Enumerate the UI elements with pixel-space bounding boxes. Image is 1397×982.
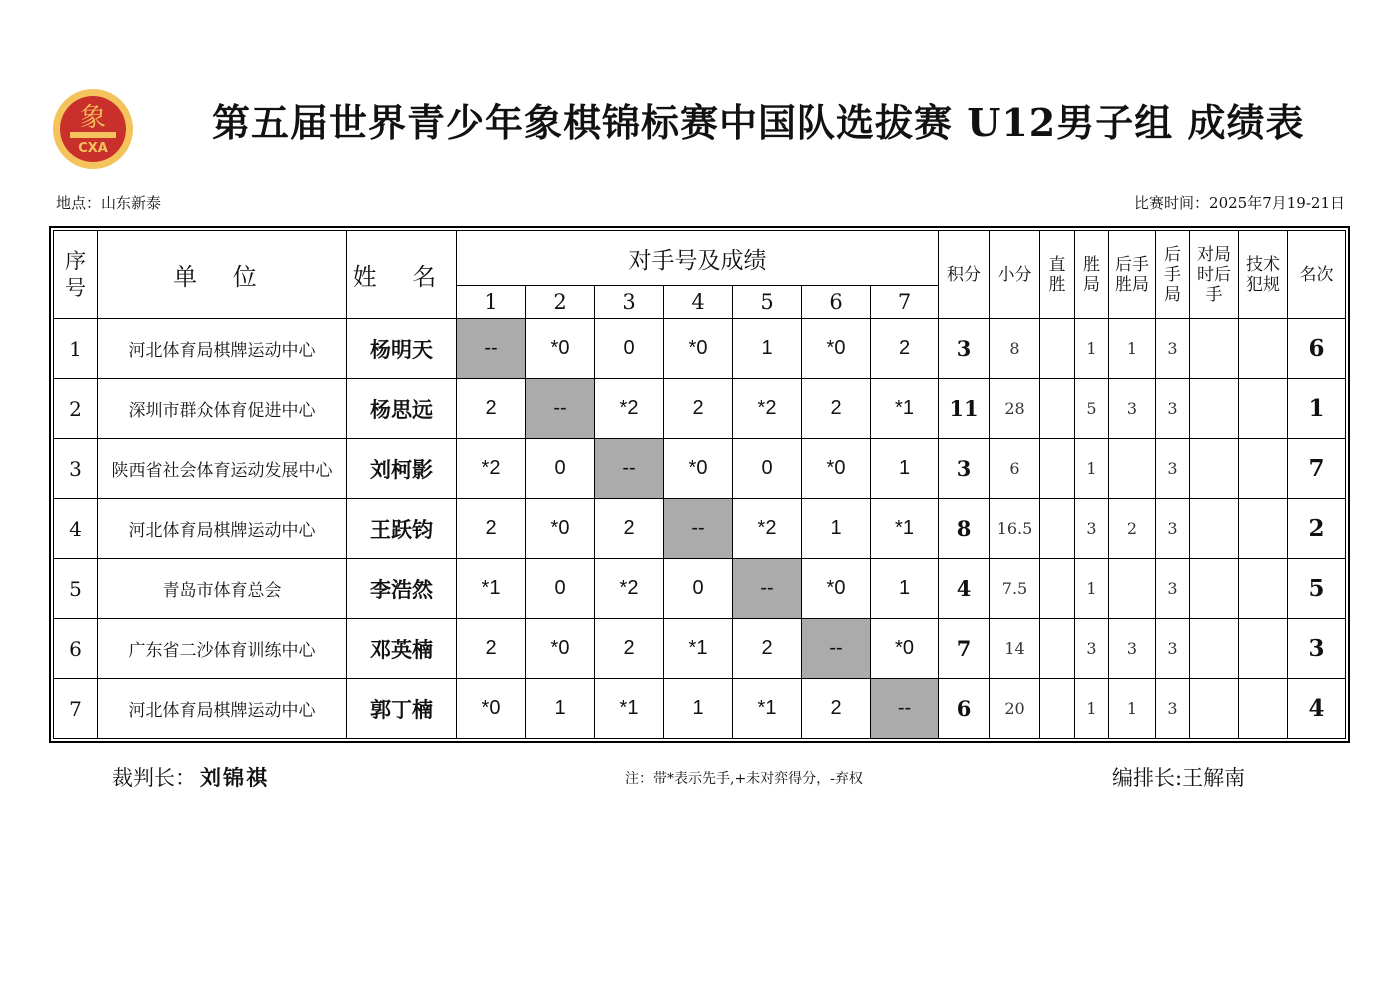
cell-black-games: 3 — [1156, 439, 1190, 499]
header-tiebreak: 小分 — [990, 231, 1040, 319]
cell-result: *1 — [871, 499, 939, 559]
cell-tiebreak: 20 — [990, 679, 1040, 739]
round-number: 6 — [802, 286, 871, 319]
cell-black-wins — [1109, 439, 1156, 499]
cell-wins: 1 — [1075, 319, 1109, 379]
cell-black-wins: 3 — [1109, 379, 1156, 439]
cell-black-games: 3 — [1156, 499, 1190, 559]
cell-name: 杨思远 — [347, 379, 457, 439]
cell-result: *0 — [526, 619, 595, 679]
cell-tiebreak: 16.5 — [990, 499, 1040, 559]
cell-direct — [1040, 619, 1075, 679]
cell-direct — [1040, 439, 1075, 499]
cell-unit: 广东省二沙体育训练中心 — [98, 619, 347, 679]
cell-score: 3 — [939, 439, 990, 499]
table-row — [54, 559, 1346, 619]
cell-result: -- — [802, 619, 871, 679]
cell-wins: 3 — [1075, 499, 1109, 559]
header-wins: 胜 局 — [1075, 231, 1109, 319]
cell-result: 0 — [595, 319, 664, 379]
legend-note: 注：带*表示先手,+未对弈得分，-弃权 — [625, 771, 863, 787]
cell-wins: 1 — [1075, 439, 1109, 499]
cell-result: -- — [733, 559, 802, 619]
cell-result: *1 — [871, 379, 939, 439]
cell-result: 1 — [871, 559, 939, 619]
header-direct: 直 胜 — [1040, 231, 1075, 319]
round-number: 5 — [733, 286, 802, 319]
cell-tech-foul — [1239, 679, 1288, 739]
round-number: 7 — [871, 286, 939, 319]
referee — [112, 762, 269, 792]
cell-black-wins: 1 — [1109, 679, 1156, 739]
cell-result: *0 — [871, 619, 939, 679]
cell-game-order — [1190, 679, 1239, 739]
cell-unit: 河北体育局棋牌运动中心 — [98, 499, 347, 559]
cell-score: 4 — [939, 559, 990, 619]
logo-text: CXA — [78, 141, 108, 156]
cell-unit: 深圳市群众体育促进中心 — [98, 379, 347, 439]
cell-result: *0 — [457, 679, 526, 739]
cell-result: 2 — [457, 619, 526, 679]
cell-result: 1 — [871, 439, 939, 499]
cell-game-order — [1190, 379, 1239, 439]
cell-black-wins: 3 — [1109, 619, 1156, 679]
results-table — [53, 230, 1346, 739]
cell-seq: 1 — [54, 319, 98, 379]
table-row — [54, 439, 1346, 499]
results-table-frame — [49, 226, 1350, 743]
cell-tiebreak: 6 — [990, 439, 1040, 499]
table-row — [54, 679, 1346, 739]
cell-result: 1 — [526, 679, 595, 739]
cell-result: -- — [526, 379, 595, 439]
cell-game-order — [1190, 619, 1239, 679]
cell-result: *0 — [802, 319, 871, 379]
cell-result: *0 — [664, 439, 733, 499]
cell-result: -- — [664, 499, 733, 559]
cell-result: 2 — [802, 379, 871, 439]
cell-result: 2 — [595, 499, 664, 559]
table-row — [54, 319, 1346, 379]
cell-seq: 6 — [54, 619, 98, 679]
cell-result: -- — [457, 319, 526, 379]
referee-name: 刘锦祺 — [200, 765, 269, 790]
cell-name: 杨明天 — [347, 319, 457, 379]
cell-result: -- — [595, 439, 664, 499]
cell-name: 刘柯影 — [347, 439, 457, 499]
cell-result: *0 — [526, 499, 595, 559]
table-row — [54, 619, 1346, 679]
cell-name: 王跃钧 — [347, 499, 457, 559]
cell-game-order — [1190, 559, 1239, 619]
cell-score: 11 — [939, 379, 990, 439]
cell-name: 邓英楠 — [347, 619, 457, 679]
cell-score: 8 — [939, 499, 990, 559]
cell-rank: 6 — [1288, 319, 1346, 379]
header-opponents: 对手号及成绩 — [457, 231, 939, 286]
header-tech-foul: 技术 犯规 — [1239, 231, 1288, 319]
cell-result: *0 — [802, 559, 871, 619]
cell-name: 郭丁楠 — [347, 679, 457, 739]
cell-game-order — [1190, 319, 1239, 379]
cell-result: 0 — [526, 439, 595, 499]
cell-tiebreak: 28 — [990, 379, 1040, 439]
cell-rank: 7 — [1288, 439, 1346, 499]
cell-black-games: 3 — [1156, 319, 1190, 379]
cell-rank: 4 — [1288, 679, 1346, 739]
cell-seq: 7 — [54, 679, 98, 739]
cell-result: *2 — [733, 499, 802, 559]
table-row — [54, 379, 1346, 439]
header-rank: 名次 — [1288, 231, 1346, 319]
cell-result: *2 — [595, 559, 664, 619]
cell-rank: 3 — [1288, 619, 1346, 679]
cell-tech-foul — [1239, 619, 1288, 679]
cell-result: 2 — [457, 499, 526, 559]
cell-result: *1 — [595, 679, 664, 739]
cell-result: 2 — [871, 319, 939, 379]
cell-result: 0 — [733, 439, 802, 499]
cxa-logo — [52, 88, 134, 170]
cell-result: *0 — [802, 439, 871, 499]
cell-result: 2 — [664, 379, 733, 439]
cell-score: 6 — [939, 679, 990, 739]
cell-result: *1 — [733, 679, 802, 739]
cell-name: 李浩然 — [347, 559, 457, 619]
cell-result: 1 — [664, 679, 733, 739]
cell-unit: 陕西省社会体育运动发展中心 — [98, 439, 347, 499]
cell-result: *2 — [457, 439, 526, 499]
round-number: 2 — [526, 286, 595, 319]
round-number: 4 — [664, 286, 733, 319]
cell-result: *0 — [664, 319, 733, 379]
cell-result: 2 — [802, 679, 871, 739]
cell-score: 3 — [939, 319, 990, 379]
cell-seq: 4 — [54, 499, 98, 559]
header-black-games: 后 手 局 — [1156, 231, 1190, 319]
date-text: 比赛时间：2025年7月19-21日 — [1134, 194, 1345, 212]
cell-result: 2 — [457, 379, 526, 439]
cell-result: *2 — [733, 379, 802, 439]
cell-direct — [1040, 559, 1075, 619]
cell-tiebreak: 8 — [990, 319, 1040, 379]
cell-unit: 青岛市体育总会 — [98, 559, 347, 619]
cell-tiebreak: 14 — [990, 619, 1040, 679]
cell-wins: 5 — [1075, 379, 1109, 439]
header-game-order: 对局 时后 手 — [1190, 231, 1239, 319]
cell-black-games: 3 — [1156, 679, 1190, 739]
cell-result: 1 — [802, 499, 871, 559]
cell-black-games: 3 — [1156, 379, 1190, 439]
header-name: 姓 名 — [347, 231, 457, 319]
cell-black-games: 3 — [1156, 619, 1190, 679]
cell-wins: 3 — [1075, 619, 1109, 679]
cell-rank: 1 — [1288, 379, 1346, 439]
cell-direct — [1040, 499, 1075, 559]
cell-result: 2 — [595, 619, 664, 679]
logo-glyph: 象 — [79, 103, 107, 133]
cell-result: *1 — [664, 619, 733, 679]
cell-direct — [1040, 319, 1075, 379]
header-score: 积分 — [939, 231, 990, 319]
cell-unit: 河北体育局棋牌运动中心 — [98, 679, 347, 739]
cell-wins: 1 — [1075, 559, 1109, 619]
arranger: 编排长:王解南 — [1112, 766, 1246, 790]
cell-result: *2 — [595, 379, 664, 439]
cell-tech-foul — [1239, 499, 1288, 559]
referee-label: 裁判长： — [112, 766, 196, 790]
round-number: 3 — [595, 286, 664, 319]
cell-black-wins: 2 — [1109, 499, 1156, 559]
cell-tech-foul — [1239, 559, 1288, 619]
round-number: 1 — [457, 286, 526, 319]
cell-direct — [1040, 379, 1075, 439]
cell-direct — [1040, 679, 1075, 739]
cell-tiebreak: 7.5 — [990, 559, 1040, 619]
cell-tech-foul — [1239, 319, 1288, 379]
cell-tech-foul — [1239, 379, 1288, 439]
cell-result: 0 — [664, 559, 733, 619]
cell-result: -- — [871, 679, 939, 739]
cell-seq: 5 — [54, 559, 98, 619]
table-row — [54, 499, 1346, 559]
cell-result: *0 — [526, 319, 595, 379]
cell-black-wins: 1 — [1109, 319, 1156, 379]
header-unit: 单 位 — [98, 231, 347, 319]
cell-tech-foul — [1239, 439, 1288, 499]
cell-seq: 2 — [54, 379, 98, 439]
cell-rank: 2 — [1288, 499, 1346, 559]
cell-result: 2 — [733, 619, 802, 679]
page-title: 第五届世界青少年象棋锦标赛中国队选拔赛 U12男子组 成绩表 — [212, 100, 1305, 145]
location-text: 地点：山东新泰 — [56, 194, 162, 212]
cell-rank: 5 — [1288, 559, 1346, 619]
cell-unit: 河北体育局棋牌运动中心 — [98, 319, 347, 379]
cell-result: 0 — [526, 559, 595, 619]
cell-wins: 1 — [1075, 679, 1109, 739]
cell-black-games: 3 — [1156, 559, 1190, 619]
cell-result: 1 — [733, 319, 802, 379]
cell-score: 7 — [939, 619, 990, 679]
cell-result: *1 — [457, 559, 526, 619]
cell-seq: 3 — [54, 439, 98, 499]
cell-game-order — [1190, 499, 1239, 559]
header-black-wins: 后手 胜局 — [1109, 231, 1156, 319]
cell-game-order — [1190, 439, 1239, 499]
header-seq: 序 号 — [54, 231, 98, 319]
results-body — [54, 319, 1346, 739]
cell-black-wins — [1109, 559, 1156, 619]
